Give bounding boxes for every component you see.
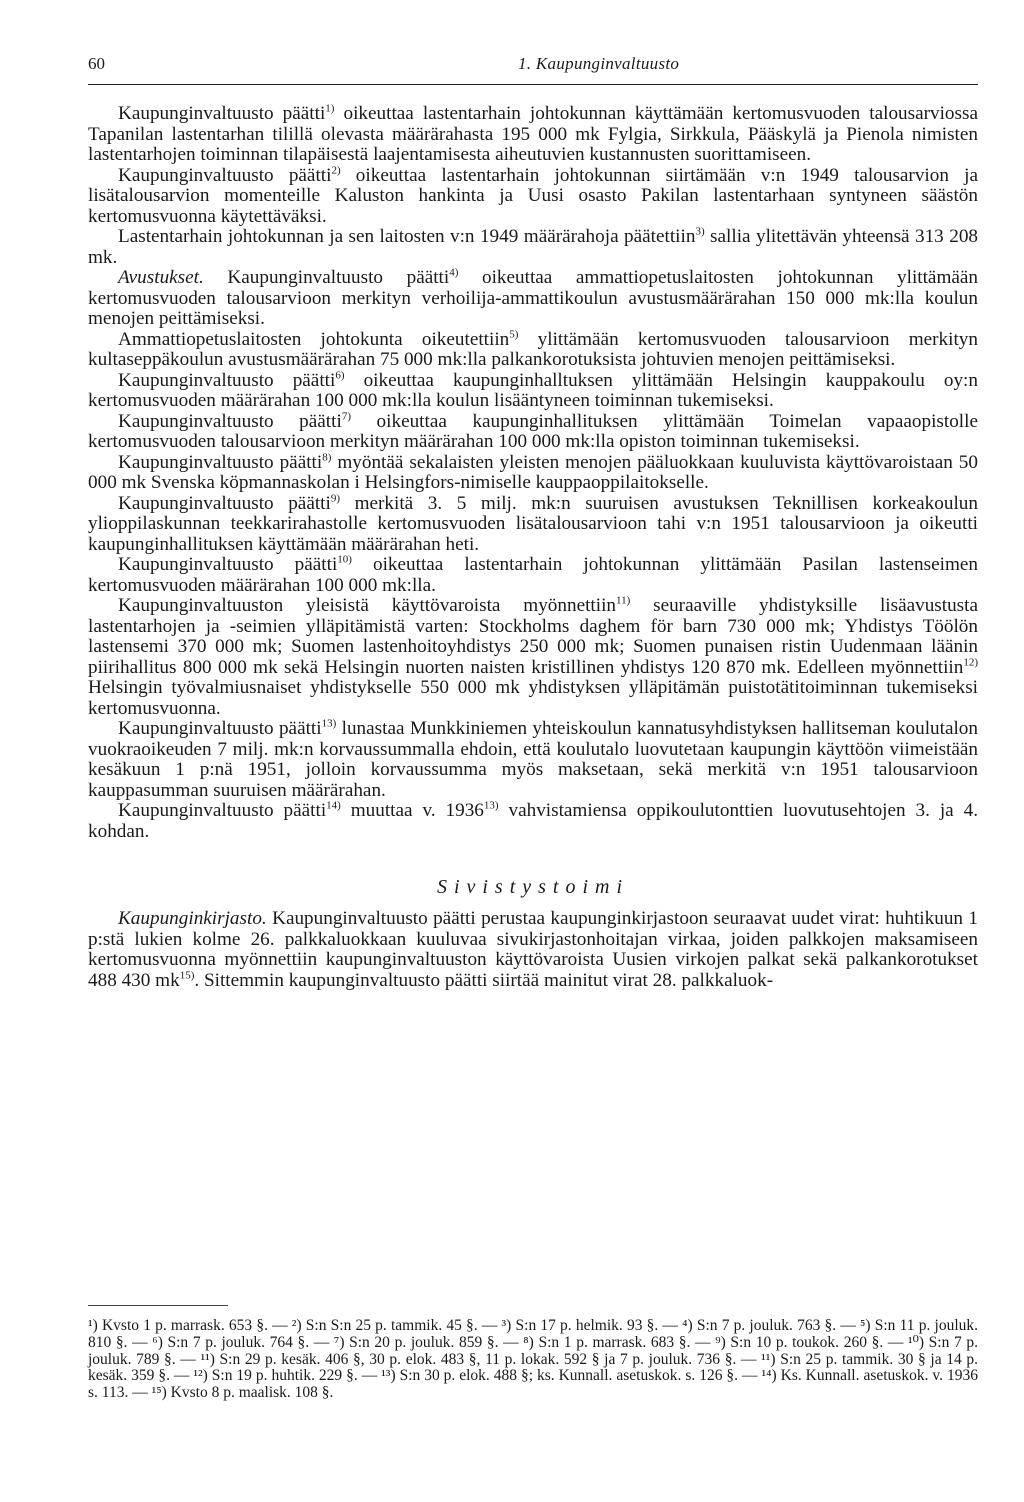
paragraph-lead: Avustukset. <box>118 267 204 288</box>
paragraph: Lastentarhain johtokunnan ja sen laitosten v:n 1949 määrärahoja päätettiin$^{3)}$ sallia ylitettävän yhteensä 313 208 mk. <box>88 225 979 268</box>
footnote-ref: 13) <box>321 717 337 730</box>
footnote-ref: 15) <box>179 969 195 982</box>
paragraph: Kaupunginvaltuusto päätti$^{2)}$ oikeuttaa lastentarhain johtokunnan siirtämään v:n 1949 talousarvion ja lisätalousarvion momenteille Kaluston hankinta ja Uusi osasto Pakilan lastentarhaan syntyneen säästön kertomusvuonna käytettäväksi. <box>88 164 978 227</box>
paragraph: Kaupunginvaltuusto päätti$^{13)}$ lunastaa Munkkiniemen yhteiskoulun kannatusyhdistyksen hallitseman koulutalon vuokraoikeuden 7 milj. mk:n korvaussummalla ehdoin, että koulutalo luovutetaan kaupungin käyttöön viimeistään kesäkuun 1 p:nä 1951, jolloin korvaussumma myös maksetaan, sekä merkitä v:n 1951 talousarvioon kauppasumman suuruisen määrärahan. <box>88 717 978 801</box>
footnote-ref: 7) <box>341 410 351 423</box>
section-heading: Sivistystoimi <box>436 876 630 898</box>
footnote-ref: 5) <box>509 328 519 341</box>
paragraph-lead: Kaupunginkirjasto. <box>118 908 267 929</box>
paragraph: Kaupunginvaltuusto päätti$^{14)}$ muuttaa v. 1936$^{13)}$ vahvistamiensa oppikoulutonttien luovutusehtojen 3. ja 4. kohdan. <box>88 799 978 842</box>
footnote-ref: 2) <box>331 164 341 177</box>
footnote-ref: 11) <box>616 594 631 607</box>
page-header <box>88 50 978 85</box>
footnote-ref: 13) <box>483 799 499 812</box>
footnote-ref: 1) <box>325 102 335 115</box>
paragraph: Kaupunginvaltuuston yleisistä käyttövaroista myönnettiin$^{11)}$ seuraaville yhdistyksille lisäavustusta lastentarhojen ja -seimien ylläpitämistä varten: Stockholms daghem för barn 730 000 mk; Yhdistys Töölön lastensemi 370 000 mk; Suomen lastenhoitoyhdistys 250 000 mk; Suomen punaisen ristin Uudenmaan läänin piirihallitus 800 000 mk sekä Helsingin nuorten naisten kristillinen yhdistys 120 870 mk. Edelleen myönnettiin$^{12)}$ Helsingin työvalmiusnaiset yhdistykselle 550 000 mk yhdistyksen ylläpitämän puistotätitoiminnan tukemiseksi kertomusvuonna. <box>88 594 978 719</box>
page-number: 60 <box>88 54 105 73</box>
footnote-ref: 6) <box>335 369 345 382</box>
paragraph: Ammattiopetuslaitosten johtokunta oikeutettiin$^{5)}$ ylittämään kertomusvuoden talousarvioon merkityn kultaseppäkoulun avustusmäärärahan 75 000 mk:lla palkankorotuksista johtuvien menojen peittämiseksi. <box>88 328 978 370</box>
footnote-ref: 8) <box>322 451 332 464</box>
footnote-ref: 14) <box>326 799 341 812</box>
paragraph-library: Kaupunginkirjasto. Kaupunginvaltuusto päätti perustaa kaupunginkirjastoon seuraavat uudet virat: huhtikuun 1 p:stä lukien kolme 26. palkkaluokkaan kuuluvaa sivukirjastonhoitajan virkaa, joiden palkkojen maksamiseen kertomusvuonna myönnettiin kaupunginvaltuuston käyttövaroista Uusien virkojen palkat sekä palkankorotukset 488 430 $mk^{15)}$. Sittemmin kaupunginvaltuusto päätti siirtää mainitut virat 28. palkkaluok- <box>88 908 978 991</box>
paragraph: Kaupunginvaltuusto päätti$^{8)}$ myöntää sekalaisten yleisten menojen pääluokkaan kuuluvista käyttövaroistaan 50 000 mk Svenska köpmannaskolan i Helsingfors-nimiselle kauppaoppilaitokselle. <box>88 451 978 493</box>
footnote-ref: 12) <box>963 656 978 669</box>
footnotes: ¹) Kvsto 1 p. marrask. 653 §. — ²) S:n S:n 25 p. tammik. 45 §. — ³) S:n 17 p. helmik. 93 §. — ⁴) S:n 7 p. jouluk. 763 §. — ⁵) S:n 11 p. jouluk. 810 §. — ⁶) S:n 7 p. jouluk. 764 §. — ⁷) S:n 20 p. jouluk. 859 §. — ⁸) S:n 1 p. marrask. 683 §. — ⁹) S:n 10 p. toukok. 260 §. — ¹⁰) S:n 7 p. jouluk. 789 §. — ¹¹) S:n 29 p. kesäk. 406 §, 30 p. elok. 483 §, 11 p. lokak. 592 § ja 7 p. jouluk. 736 §. — ¹¹) S:n 25 p. tammik. 30 § ja 14 p. kesäk. 359 §. — ¹²) S:n 19 p. huhtik. 229 §. — ¹³) S:n 30 p. elok. 488 §; ks. Kunnall. asetuskok. s. 126 §. — ¹⁴) Ks. Kunnall. asetuskok. v. 1936 s. 113. — ¹⁵) Kvsto 8 p. maalisk. 108 §. <box>88 1317 978 1402</box>
running-title: 1. Kaupunginvaltuusto <box>518 54 680 73</box>
footnote-ref: 3) <box>695 225 705 238</box>
footnote-ref: 4) <box>449 266 459 279</box>
footnote-rule <box>88 1305 228 1306</box>
paragraph: Kaupunginvaltuusto päätti$^{1)}$ oikeuttaa lastentarhain johtokunnan käyttämään kertomusvuoden talousarviossa Tapanilan lastentarhan tilillä olevasta määrärahasta 195 000 mk Fylgia, Sirkkula, Pääskylä ja Pienola nimisten lastentarhojen toiminnan tilapäisestä laajentamisesta aiheutuvien kustannusten suorittamiseen. <box>88 102 978 165</box>
paragraph: Kaupunginvaltuusto päätti$^{10)}$ oikeuttaa lastentarhain johtokunnan ylittämään Pasilan lastenseimen kertomusvuoden määrärahan 100 000 mk:lla. <box>88 553 978 596</box>
page-body <box>88 104 978 991</box>
footnote-ref: 9) <box>330 492 340 505</box>
paragraph: Kaupunginvaltuusto päätti$^{6)}$ oikeuttaa kaupunginhalltuksen ylittämään Helsingin kauppakoulu oy:n kertomusvuoden määrärahan 100 000 mk:lla koulun lisääntyneen toiminnan tukemiseksi. <box>88 369 978 411</box>
paragraph: Kaupunginvaltuusto päätti$^{7)}$ oikeuttaa kaupunginhallituksen ylittämään Toimelan vapaaopistolle kertomusvuoden talousarvioon merkityn määrärahan 100 000 mk:lla opiston toiminnan tukemiseksi. <box>88 410 978 452</box>
footnote-ref: 10) <box>337 553 352 566</box>
paragraph: Kaupunginvaltuusto päätti$^{9)}$ merkitä 3. 5 milj. mk:n suuruisen avustuksen Teknillisen korkeakoulun ylioppilaskunnan teekkarirahastolle kertomusvuoden lisätalousarvioon tahi v:n 1951 talousarvioon ja oikeutti kaupunginhallituksen käyttämään määrärahan heti. <box>88 492 978 555</box>
paragraph: Avustukset. Kaupunginvaltuusto päätti$^{4)}$ oikeuttaa ammattiopetuslaitosten johtokunnan ylittämään kertomusvuoden talousarvioon merkityn verhoilija-ammattikoulun avustusmäärärahan 150 000 mk:lla koulun menojen peittämiseksi. <box>88 266 978 329</box>
